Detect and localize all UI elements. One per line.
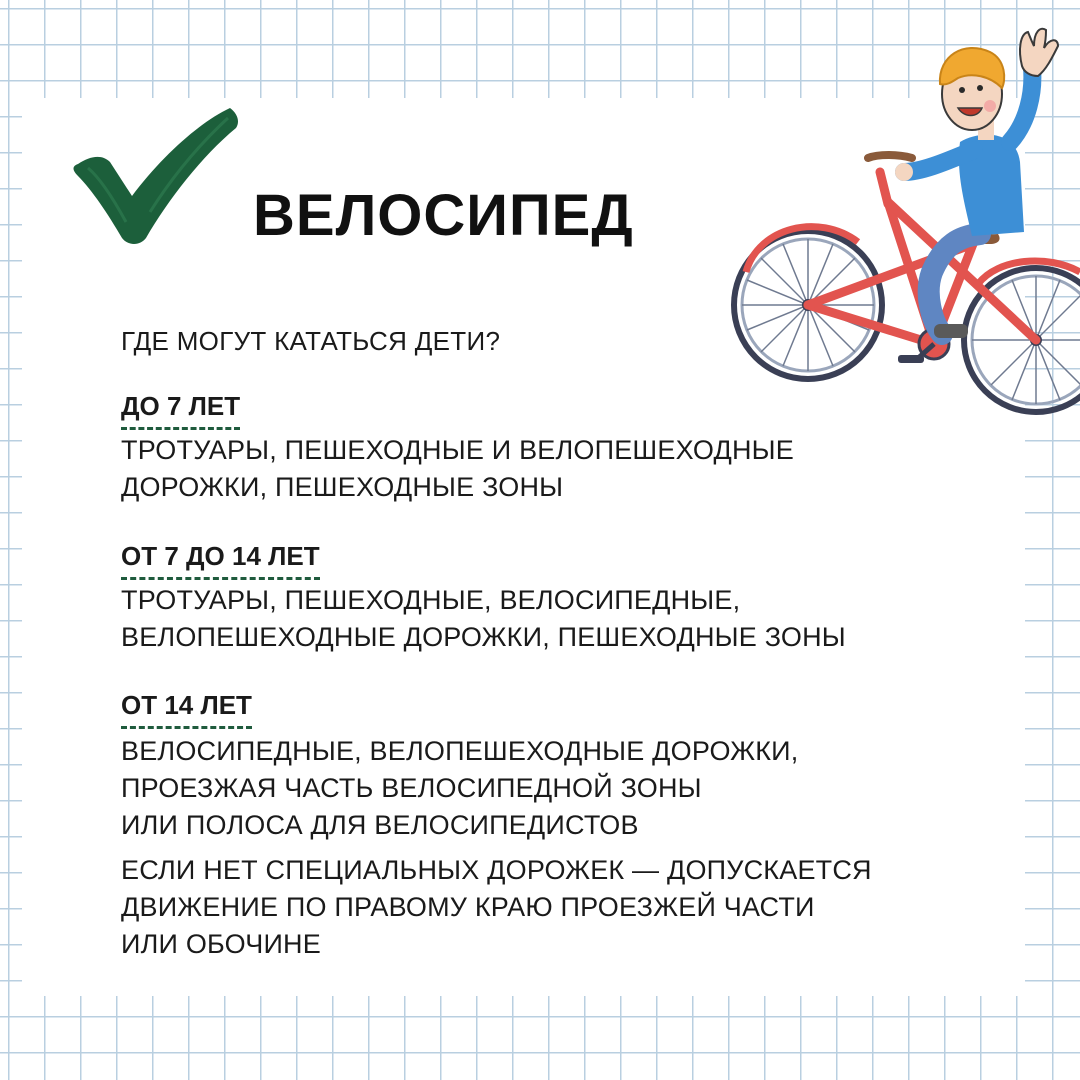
text-line: ТРОТУАРЫ, ПЕШЕХОДНЫЕ И ВЕЛОПЕШЕХОДНЫЕ	[121, 435, 794, 465]
text-line: ТРОТУАРЫ, ПЕШЕХОДНЫЕ, ВЕЛОСИПЕДНЫЕ,	[121, 585, 741, 615]
text-line: ЕСЛИ НЕТ СПЕЦИАЛЬНЫХ ДОРОЖЕК — ДОПУСКАЕТСЯ	[121, 855, 872, 885]
section-heading-over-14: ОТ 14 ЛЕТ	[121, 690, 252, 729]
question-heading: ГДЕ МОГУТ КАТАТЬСЯ ДЕТИ?	[121, 326, 501, 356]
note-text	[121, 852, 872, 963]
section-heading-7-to-14: ОТ 7 ДО 14 ЛЕТ	[121, 541, 320, 580]
boy-on-bicycle-illustration	[728, 22, 1080, 422]
checkmark-icon	[70, 104, 242, 246]
text-line: ПРОЕЗЖАЯ ЧАСТЬ ВЕЛОСИПЕДНОЙ ЗОНЫ	[121, 773, 702, 803]
section-text-over-14	[121, 733, 798, 844]
text-line: ДВИЖЕНИЕ ПО ПРАВОМУ КРАЮ ПРОЕЗЖЕЙ ЧАСТИ	[121, 892, 815, 922]
text-line: ВЕЛОПЕШЕХОДНЫЕ ДОРОЖКИ, ПЕШЕХОДНЫЕ ЗОНЫ	[121, 622, 846, 652]
text-line: ИЛИ ПОЛОСА ДЛЯ ВЕЛОСИПЕДИСТОВ	[121, 810, 639, 840]
text-line: ИЛИ ОБОЧИНЕ	[121, 929, 321, 959]
section-heading-under-7: ДО 7 ЛЕТ	[121, 391, 240, 430]
text-line: ДОРОЖКИ, ПЕШЕХОДНЫЕ ЗОНЫ	[121, 472, 564, 502]
page-title: ВЕЛОСИПЕД	[253, 183, 634, 248]
section-text-under-7	[121, 432, 794, 506]
section-text-7-to-14	[121, 582, 846, 656]
text-line: ВЕЛОСИПЕДНЫЕ, ВЕЛОПЕШЕХОДНЫЕ ДОРОЖКИ,	[121, 736, 799, 766]
